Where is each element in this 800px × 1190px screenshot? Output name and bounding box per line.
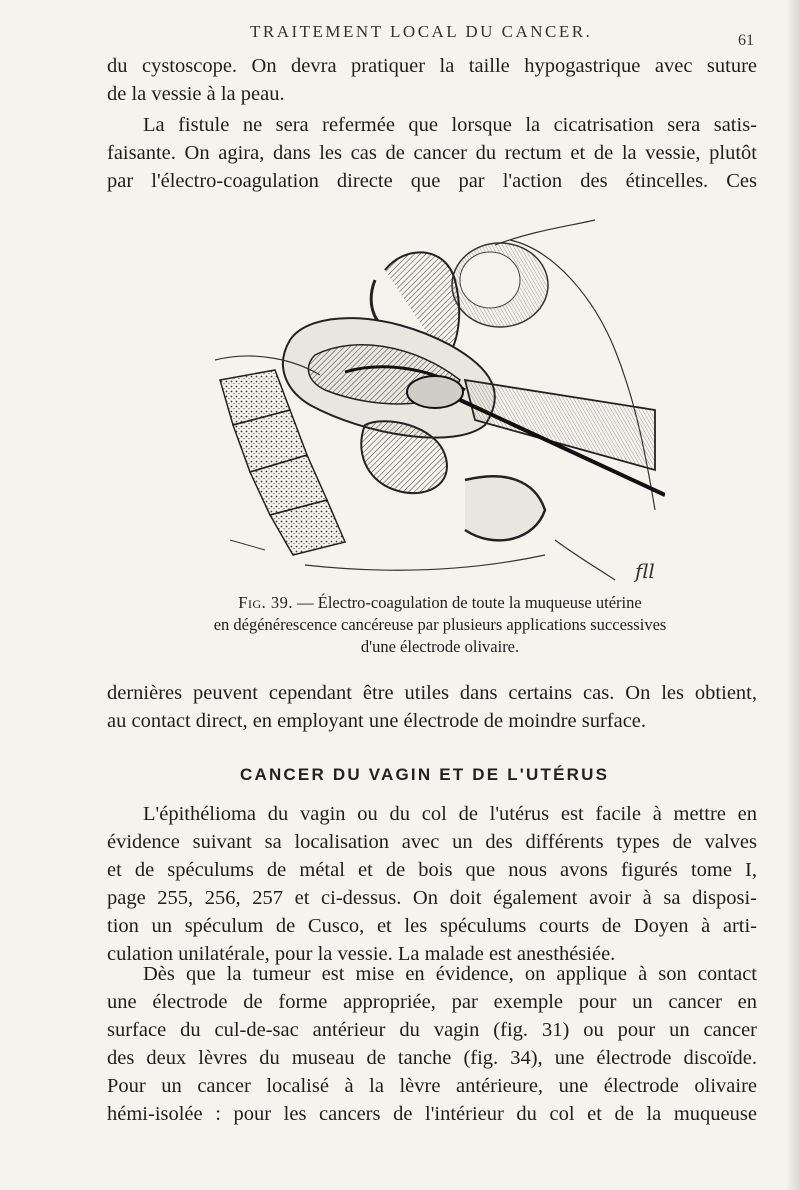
text-line: culation unilatérale, pour la vessie. La malade est anesthésiée. <box>107 943 616 965</box>
text-line: des deux lèvres du museau de tanche (fig. 34), une électrode discoïde. <box>107 1047 757 1069</box>
paragraph-continued <box>107 52 757 108</box>
text-line: par l'électro-coagulation directe que par l'action des étincelles. Ces <box>107 170 757 192</box>
text-line: page 255, 256, 257 et ci-dessus. On doit également avoir à sa disposi- <box>107 887 757 909</box>
caption-line: d'une électrode olivaire. <box>360 637 520 656</box>
page-gutter-shadow <box>786 0 800 1190</box>
anatomy-drawing-icon <box>215 210 665 585</box>
text-line: Dès que la tumeur est mise en évidence, on applique à son contact <box>143 963 757 985</box>
text-line: Pour un cancer localisé à la lèvre antérieure, une électrode olivaire <box>107 1075 757 1097</box>
caption-line <box>180 592 700 614</box>
figure-caption <box>180 592 700 658</box>
text-line: hémi-isolée : pour les cancers de l'intérieur du col et de la muqueuse <box>107 1103 757 1125</box>
text-line: une électrode de forme appropriée, par exemple pour un cancer en <box>107 991 757 1013</box>
running-head: TRAITEMENT LOCAL DU CANCER. <box>250 22 593 41</box>
caption-line: en dégénérescence cancéreuse par plusieurs applications successives <box>213 615 667 634</box>
text-line: La fistule ne sera refermée que lorsque la cicatrisation sera satis- <box>143 114 757 136</box>
text-line: du cystoscope. On devra pratiquer la taille hypogastrique avec suture <box>107 55 757 77</box>
paragraph-fistule <box>107 111 757 195</box>
text-line: tion un spéculum de Cusco, et les spéculums courts de Doyen à arti- <box>107 915 757 937</box>
text-line: au contact direct, en employant une électrode de moindre surface. <box>107 710 647 732</box>
section-heading: CANCER DU VAGIN ET DE L'UTÉRUS <box>240 765 610 784</box>
paragraph-epithelioma <box>107 800 757 968</box>
figure-label: Fig. 39. <box>238 593 294 612</box>
text-line: et de spéculums de métal et de bois que nous avons figurés tome I, <box>107 859 757 881</box>
text-line: faisante. On agira, dans les cas de cancer du rectum et de la vessie, plutôt <box>107 142 757 164</box>
anatomical-illustration <box>215 210 665 585</box>
artist-signature: fll <box>635 559 655 583</box>
text-line: de la vessie à la peau. <box>107 83 285 105</box>
text-line: évidence suivant sa localisation avec un des différents types de valves <box>107 831 757 853</box>
text-line: dernières peuvent cependant être utiles dans certains cas. On les obtient, <box>107 682 757 704</box>
page-number: 61 <box>738 32 754 49</box>
paragraph-electrode <box>107 679 757 735</box>
text-line: surface du cul-de-sac antérieur du vagin (fig. 31) ou pour un cancer <box>107 1019 757 1041</box>
paragraph-tumeur <box>107 960 757 1128</box>
text-line: L'épithélioma du vagin ou du col de l'utérus est facile à mettre en <box>143 803 757 825</box>
caption-text: — Électro-coagulation de toute la muqueuse utérine <box>297 593 642 612</box>
